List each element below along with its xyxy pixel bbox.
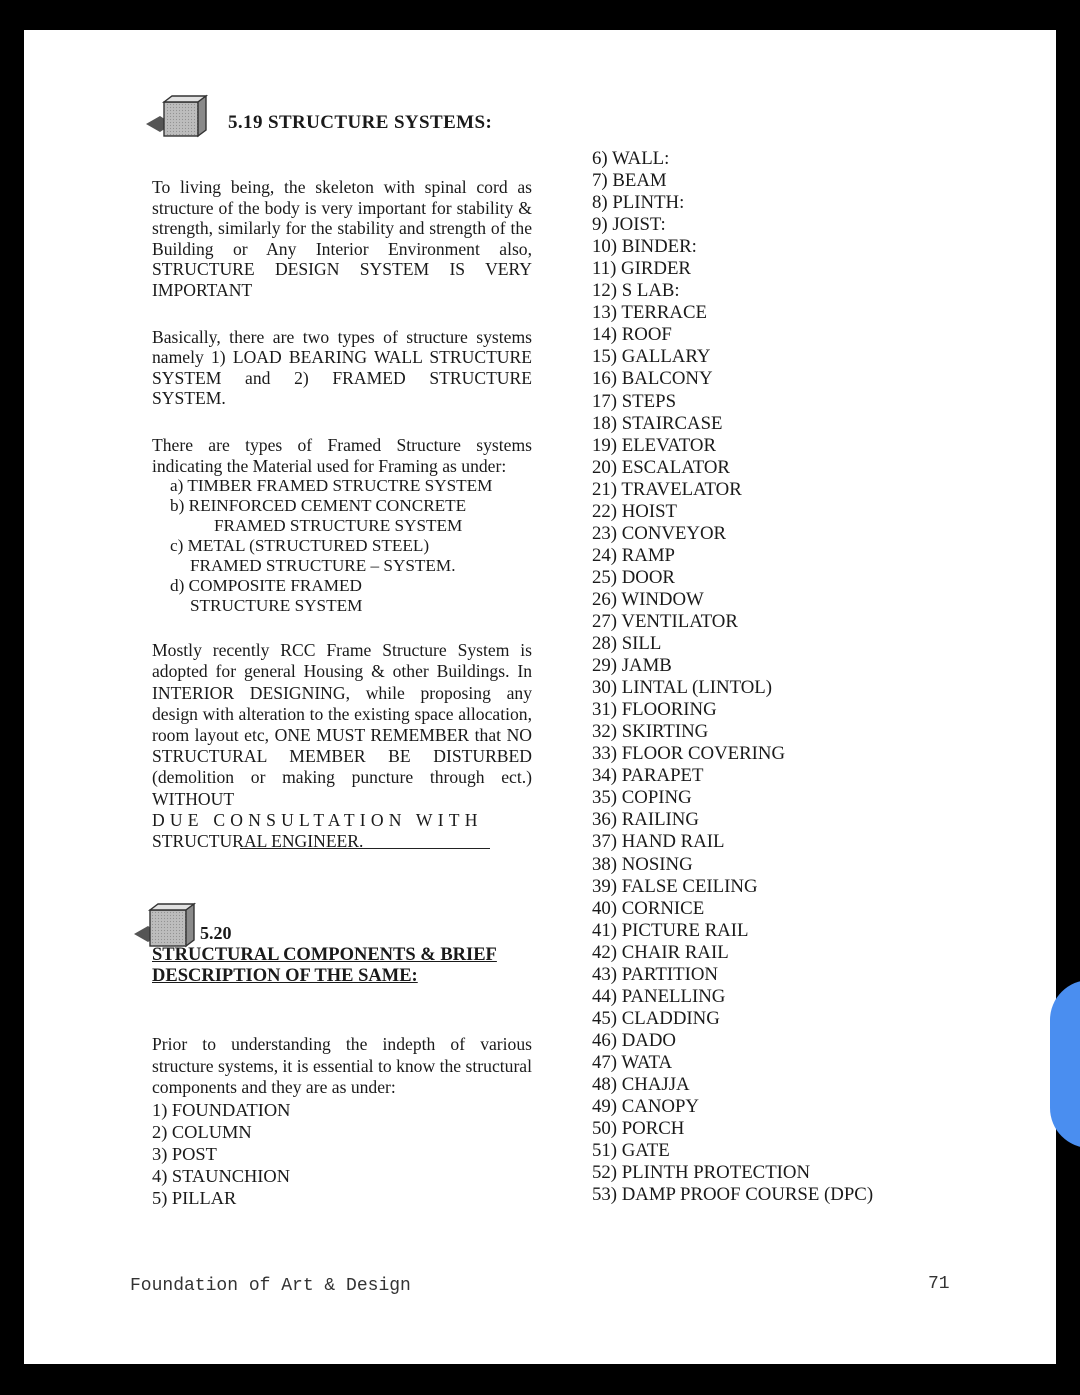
list-item: 53) DAMP PROOF COURSE (DPC) (592, 1184, 874, 1206)
paragraph-framed-types: There are types of Framed Structure systems indicating the Material used for Framing as under: (152, 434, 532, 476)
list-item: 17) STEPS (592, 390, 677, 412)
list-item: 52) PLINTH PROTECTION (592, 1162, 811, 1184)
list-item: 4) STAUNCHION (152, 1165, 290, 1186)
list-item-continuation: FRAMED STRUCTURE SYSTEM (214, 516, 463, 536)
list-item: 33) FLOOR COVERING (592, 743, 786, 765)
list-item: 50) PORCH (592, 1118, 685, 1140)
list-item: 42) CHAIR RAIL (592, 941, 729, 963)
list-item: b) REINFORCED CEMENT CONCRETE (170, 496, 467, 516)
list-item: 22) HOIST (592, 500, 678, 522)
list-item: 26) WINDOW (592, 588, 704, 610)
list-item: 23) CONVEYOR (592, 522, 727, 544)
paragraph-components-intro: Prior to understanding the indepth of various structure systems, it is essential to know the structural components and they are as under: (152, 1034, 532, 1097)
list-item-continuation: FRAMED STRUCTURE – SYSTEM. (190, 556, 456, 576)
components-list-right (592, 148, 873, 1206)
list-item: 1) FOUNDATION (152, 1099, 291, 1120)
list-item: 31) FLOORING (592, 699, 717, 721)
list-item: 25) DOOR (592, 566, 675, 588)
paragraph-skeleton: To living being, the skeleton with spinal cord as structure of the body is very important for stability & strength, similarly for the stability and strength of the Building or Any Interior Environment also, STRUCTURE DESIGN SYSTEM IS VERY IMPORTANT (152, 177, 532, 300)
paragraph-rcc-frame-spaced: DUE CONSULTATION WITH (152, 809, 483, 830)
list-item: 29) JAMB (592, 655, 672, 677)
paragraph-rcc-frame: Mostly recently RCC Frame Structure System is adopted for general Housing & other Buildings. In INTERIOR DESIGNING, while proposing any design with alteration to the existing space allocation, room layout etc, ONE MUST REMEMBER that NO STRUCTURAL MEMBER BE DISTURBED (demolition or making puncture through ect.) WITHOUT (152, 640, 532, 809)
list-item: 3) POST (152, 1143, 217, 1164)
cube-icon (130, 902, 200, 948)
list-item-continuation: STRUCTURE SYSTEM (190, 596, 363, 616)
list-item: 41) PICTURE RAIL (592, 919, 749, 941)
list-item: 51) GATE (592, 1140, 670, 1162)
list-item: 24) RAMP (592, 544, 675, 566)
list-item: 39) FALSE CEILING (592, 875, 758, 897)
list-item: 34) PARAPET (592, 765, 704, 787)
document-page (24, 30, 1056, 1364)
list-item: 35) COPING (592, 787, 692, 809)
framed-types-list (152, 476, 532, 616)
list-item: 47) WATA (592, 1051, 673, 1073)
list-item: 16) BALCONY (592, 368, 713, 390)
footer-book-title: Foundation of Art & Design (130, 1276, 411, 1296)
list-item: 10) BINDER: (592, 236, 697, 258)
page-number: 71 (928, 1274, 950, 1294)
list-item: 9) JOIST: (592, 214, 666, 236)
left-column (152, 177, 532, 852)
list-item: 48) CHAJJA (592, 1073, 690, 1095)
list-item: 14) ROOF (592, 324, 672, 346)
list-item: 44) PANELLING (592, 985, 726, 1007)
list-item: 11) GIRDER (592, 258, 691, 280)
list-item: 2) COLUMN (152, 1121, 252, 1142)
section-number-5-20: 5.20 (200, 923, 232, 943)
list-item: 30) LINTAL (LINTOL) (592, 677, 772, 699)
list-item: 6) WALL: (592, 148, 670, 169)
list-item: 20) ESCALATOR (592, 456, 730, 478)
list-item: 13) TERRACE (592, 302, 707, 324)
list-item: c) METAL (STRUCTURED STEEL) (170, 536, 430, 556)
components-list-left (152, 1099, 532, 1209)
list-item: 32) SKIRTING (592, 721, 709, 743)
list-item: 27) VENTILATOR (592, 610, 738, 632)
list-item: 49) CANOPY (592, 1096, 699, 1118)
list-item: a) TIMBER FRAMED STRUCTRE SYSTEM (170, 476, 493, 496)
components-intro-block (152, 1034, 532, 1209)
list-item: 36) RAILING (592, 809, 699, 831)
paragraph-two-types: Basically, there are two types of structure systems namely 1) LOAD BEARING WALL STRUCTURE SYSTEM and 2) FRAMED STRUCTURE SYSTEM. (152, 326, 532, 409)
list-item: 40) CORNICE (592, 897, 705, 919)
list-item: 5) PILLAR (152, 1187, 237, 1208)
cube-icon (142, 94, 212, 138)
list-item: 38) NOSING (592, 853, 693, 875)
paragraph-rcc-frame-end: STRUCTURAL ENGINEER. (152, 830, 364, 851)
section-heading-5-19: 5.19 STRUCTURE SYSTEMS: (228, 112, 493, 133)
list-item: 7) BEAM (592, 170, 667, 192)
list-item: 43) PARTITION (592, 963, 718, 985)
list-item: 15) GALLARY (592, 346, 711, 368)
list-item: 37) HAND RAIL (592, 831, 725, 853)
list-item: 45) CLADDING (592, 1007, 720, 1029)
list-item: d) COMPOSITE FRAMED (170, 576, 362, 596)
list-item: 46) DADO (592, 1029, 676, 1051)
side-scroll-tab[interactable] (1050, 980, 1080, 1148)
list-item: 28) SILL (592, 633, 662, 655)
list-item: 21) TRAVELATOR (592, 478, 742, 500)
section-heading-5-20: STRUCTURAL COMPONENTS & BRIEF DESCRIPTION OF THE SAME: (152, 945, 497, 986)
list-item: 12) S LAB: (592, 280, 680, 302)
list-item: 19) ELEVATOR (592, 434, 716, 456)
list-item: 8) PLINTH: (592, 192, 685, 214)
divider-line (240, 848, 490, 849)
list-item: 18) STAIRCASE (592, 412, 723, 434)
